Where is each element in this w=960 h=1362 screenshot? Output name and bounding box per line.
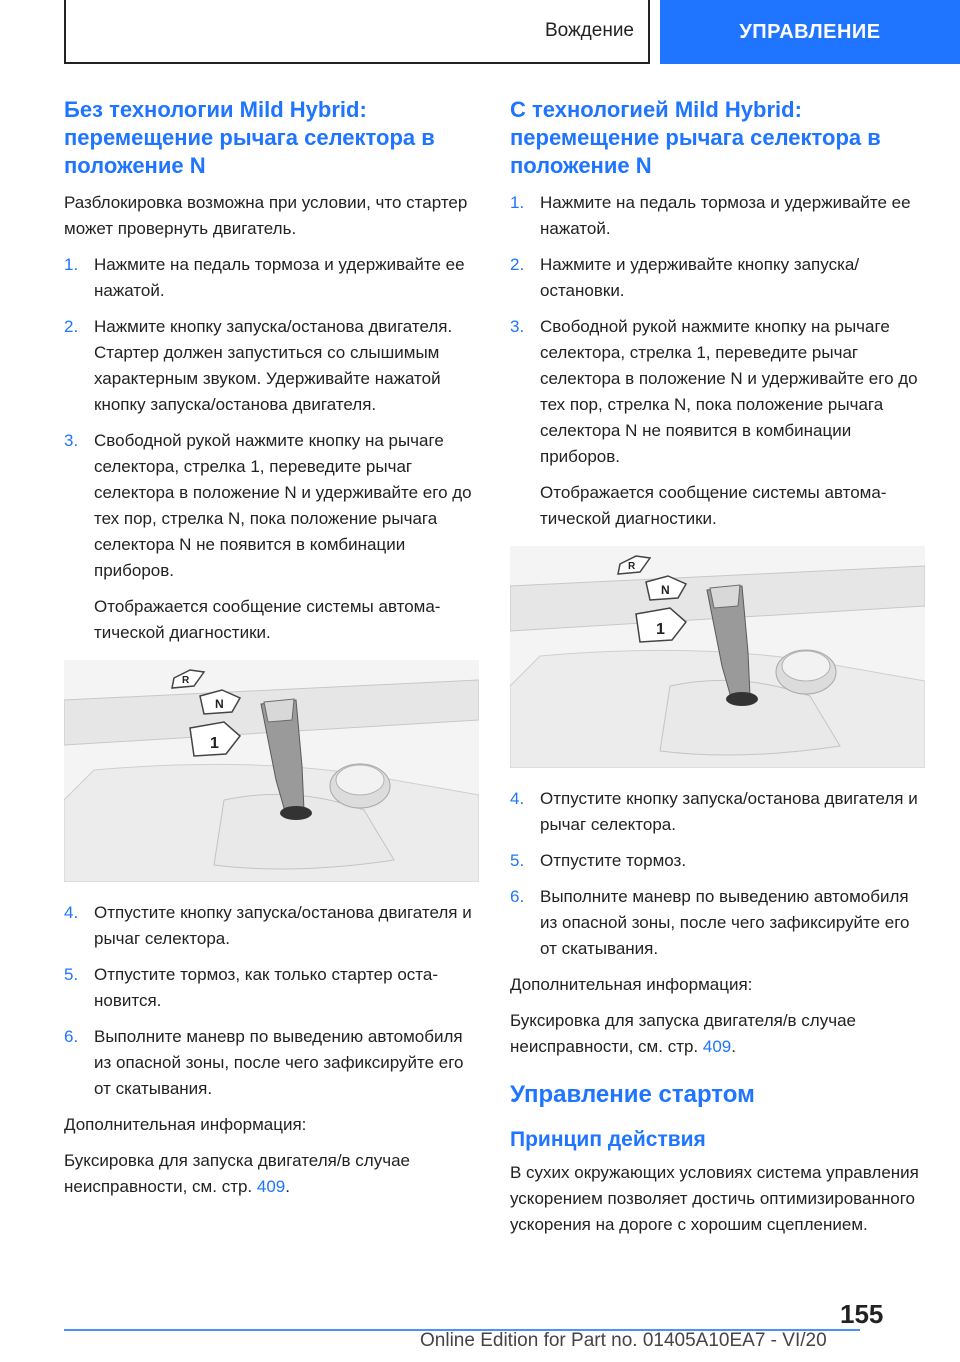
list-item xyxy=(510,252,925,304)
list-item xyxy=(510,786,925,838)
reference-end: . xyxy=(731,1037,736,1056)
step-text: Выполните маневр по выведению автомобиля из опасной зоны, после чего зафиксируйте его от скатывания. xyxy=(94,1027,464,1098)
left-intro: Разблокировка возможна при условии, что стартер может провернуть двигатель. xyxy=(64,193,468,238)
step-text: Отпустите тормоз. xyxy=(540,851,687,870)
step-note: Отображается сообщение системы автоматической диагностики. xyxy=(540,483,887,528)
principle-subtitle: Принцип действия xyxy=(510,1128,706,1151)
page-reference-link[interactable]: 409 xyxy=(256,1177,286,1196)
step-number: 6. xyxy=(64,1027,79,1046)
step-text: Нажмите кнопку запуска/останова двигателя. Стартер должен запуститься со слышимым характерным звуком. Удерживайте нажатой кнопку запуска/останова двигателя. xyxy=(94,317,453,414)
right-section-title: С технологией Mild Hybrid: перемещение рычага селектора в положение N xyxy=(510,97,881,178)
page-number: 155 xyxy=(840,1299,884,1329)
arrow-n-label: N xyxy=(215,697,224,711)
step-number: 2. xyxy=(510,255,525,274)
arrow-n-label: N xyxy=(661,583,670,597)
list-item xyxy=(64,1024,479,1102)
list-item xyxy=(510,884,925,962)
arrow-r-label: R xyxy=(628,561,636,572)
list-item xyxy=(510,190,925,242)
right-column xyxy=(510,96,925,1248)
header-chapter-title: УПРАВЛЕНИЕ xyxy=(739,20,881,43)
step-number: 4. xyxy=(64,903,79,922)
step-text: Отпустите тормоз, как только стартер остановится. xyxy=(94,965,438,1010)
left-steps-after xyxy=(64,900,479,1102)
step-number: 3. xyxy=(510,317,525,336)
list-item xyxy=(510,848,925,874)
principle-text: В сухих окружающих условиях система управления ускорением позволяет достичь оптимизированного ускорения на дороге с хорошим сцеплением. xyxy=(510,1163,919,1234)
left-column xyxy=(64,96,479,1210)
arrow-1-label: 1 xyxy=(656,621,665,638)
step-number: 2. xyxy=(64,317,79,336)
selector-lever-figure xyxy=(510,546,925,768)
step-text: Свободной рукой нажмите кнопку на рычаге селектора, стрелка 1, переведите рычаг селектора в положение N и удерживайте его до тех пор, стрелка N, пока положение рычага селектора N не появится в комбинации приборов. xyxy=(540,317,918,466)
step-number: 5. xyxy=(64,965,79,984)
list-item xyxy=(64,314,479,418)
left-steps-before xyxy=(64,252,479,646)
step-number: 3. xyxy=(64,431,79,450)
step-text: Отпустите кнопку запуска/останова двигателя и рычаг селектора. xyxy=(94,903,472,948)
reference-text: Буксировка для запуска двигателя/в случае неисправности, см. стр. xyxy=(64,1151,410,1196)
list-item xyxy=(64,962,479,1014)
reference-text: Буксировка для запуска двигателя/в случае неисправности, см. стр. xyxy=(510,1011,856,1056)
launch-control-title: Управление стартом xyxy=(510,1081,755,1108)
list-item xyxy=(64,252,479,304)
right-steps-after xyxy=(510,786,925,962)
selector-lever-figure xyxy=(64,660,479,882)
step-text: Отпустите кнопку запуска/останова двигателя и рычаг селектора. xyxy=(540,789,918,834)
header-section-title: Вождение xyxy=(544,20,634,41)
list-item xyxy=(64,900,479,952)
step-text: Нажмите на педаль тормоза и удерживайте ее нажатой. xyxy=(540,193,911,238)
step-number: 1. xyxy=(64,255,79,274)
header-section-tab xyxy=(64,0,650,64)
arrow-r-label: R xyxy=(182,675,190,686)
header-chapter-tab xyxy=(660,0,960,64)
left-more-info: Дополнительная информация: xyxy=(64,1115,307,1134)
step-number: 6. xyxy=(510,887,525,906)
footer-edition: Online Edition for Part no. 01405A10EA7 - VI/20 xyxy=(420,1330,827,1351)
step-text: Свободной рукой нажмите кнопку на рычаге селектора, стрелка 1, переведите рычаг селектора в положение N и удерживайте его до тех пор, стрелка N, пока положение рычага селектора N не появится в комбинации приборов. xyxy=(94,431,472,580)
page-reference-link[interactable]: 409 xyxy=(702,1037,732,1056)
step-note: Отображается сообщение системы автоматической диагностики. xyxy=(94,597,441,642)
step-number: 1. xyxy=(510,193,525,212)
right-reference xyxy=(510,1008,925,1060)
step-number: 5. xyxy=(510,851,525,870)
left-reference xyxy=(64,1148,479,1200)
left-section-title: Без технологии Mild Hybrid: перемещение рычага селектора в положение N xyxy=(64,97,435,178)
list-item xyxy=(64,428,479,646)
right-more-info: Дополнительная информация: xyxy=(510,975,753,994)
list-item xyxy=(510,314,925,532)
step-text: Нажмите на педаль тормоза и удерживайте ее нажатой. xyxy=(94,255,465,300)
step-number: 4. xyxy=(510,789,525,808)
step-text: Нажмите и удерживайте кнопку запуска/остановки. xyxy=(540,255,860,300)
step-text: Выполните маневр по выведению автомобиля из опасной зоны, после чего зафиксируйте его от скатывания. xyxy=(540,887,910,958)
arrow-1-label: 1 xyxy=(210,735,219,752)
reference-end: . xyxy=(285,1177,290,1196)
right-steps-before xyxy=(510,190,925,532)
